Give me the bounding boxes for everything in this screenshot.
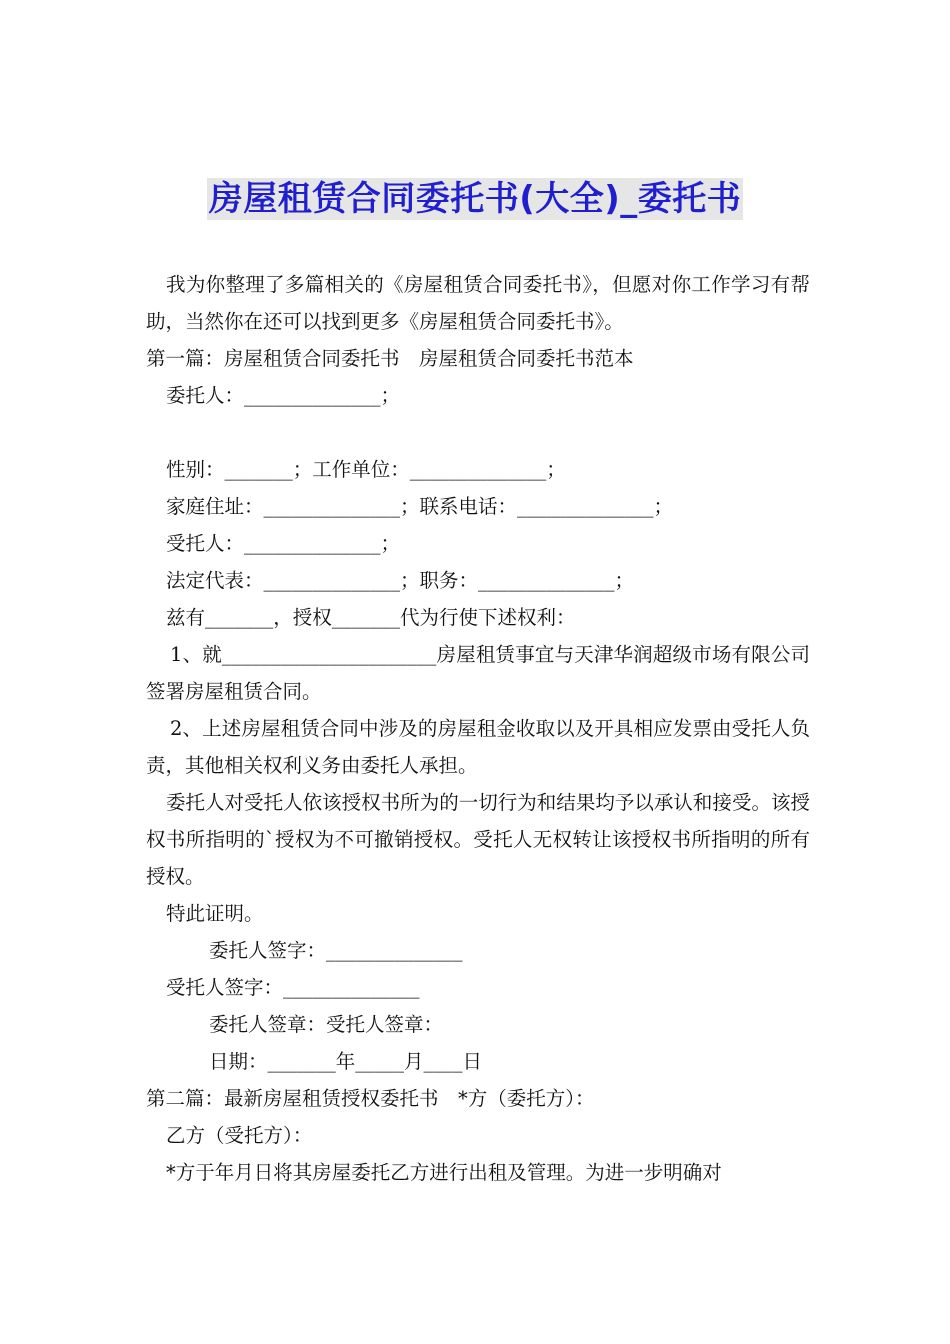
section-two-opening: *方于年月日将其房屋委托乙方进行出租及管理。为进一步明确对 [166,1161,722,1184]
clause-one: 1、就______________________房屋租赁事宜与天津华润超级市场有限公司签署房屋租赁合同。 [146,643,810,703]
blank-gap [146,414,810,451]
document-body [146,266,810,1191]
section-one-heading: 第一篇：房屋租赁合同委托书 房屋租赁合同委托书范本 [146,347,634,370]
document-title: 房屋租赁合同委托书(大全)_委托书 [208,179,742,219]
legal-rep-line: 法定代表：______________；职务：______________； [166,569,635,592]
clause-two: 2、上述房屋租赁合同中涉及的房屋租金收取以及开具相应发票由受托人负责，其他相关权利义务由委托人承担。 [146,717,810,777]
acknowledgement-paragraph: 委托人对受托人依该授权书所为的一切行为和结果均予以承认和接受。该授权书所指明的`授权为不可撤销授权。受托人无权转让该授权书所指明的所有授权。 [146,791,810,888]
date-line: 日期：_______年_____月____日 [209,1050,483,1073]
agent-line: 受托人：______________； [166,532,401,555]
section-two-heading: 第二篇：最新房屋租赁授权委托书 *方（委托方）： [146,1087,595,1110]
title-container [0,178,950,220]
principal-line: 委托人：______________； [166,384,401,407]
principal-signature-line: 委托人签字：______________ [209,939,463,962]
gender-employer-line: 性别：_______；工作单位：______________； [166,458,566,481]
certification-line: 特此证明。 [166,902,264,925]
party-b-line: 乙方（受托方）： [166,1124,313,1147]
address-phone-line: 家庭住址：______________；联系电话：______________； [166,495,674,518]
authorization-line: 兹有_______，授权_______代为行使下述权利： [166,606,576,629]
agent-signature-line: 受托人签字：______________ [166,976,420,999]
seal-line: 委托人签章：受托人签章： [209,1013,444,1036]
intro-paragraph: 我为你整理了多篇相关的《房屋租赁合同委托书》，但愿对你工作学习有帮助，当然你在还可以找到更多《房屋租赁合同委托书》。 [146,273,810,333]
